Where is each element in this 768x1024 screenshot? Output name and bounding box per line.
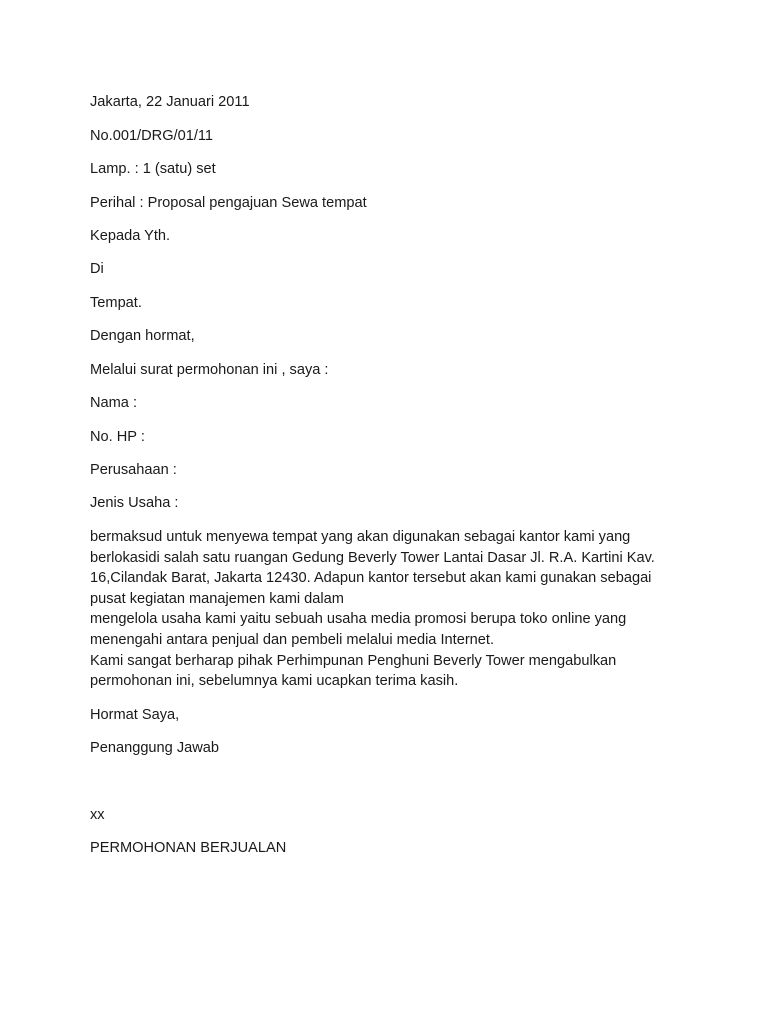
field-business-type: Jenis Usaha : bbox=[90, 495, 179, 511]
body-line: Kami sangat berharap pihak Perhimpunan Penghuni Beverly Tower mengabulkan bbox=[90, 652, 617, 669]
date-line: Jakarta, 22 Januari 2011 bbox=[90, 94, 250, 110]
at-line: Di bbox=[90, 261, 104, 277]
field-name: Nama : bbox=[90, 395, 138, 411]
intro-line: Melalui surat permohonan ini , saya : bbox=[90, 362, 329, 378]
body-line: 16,Cilandak Barat, Jakarta 12430. Adapun kantor tersebut akan kami gunakan sebagai bbox=[90, 570, 652, 587]
number-line: No.001/DRG/01/11 bbox=[90, 128, 214, 144]
body-line: pusat kegiatan manajemen kami dalam bbox=[90, 590, 344, 607]
body-paragraph bbox=[90, 527, 690, 692]
signatory-name: xx bbox=[90, 807, 105, 823]
salutation: Dengan hormat, bbox=[90, 328, 195, 344]
closing: Hormat Saya, bbox=[90, 707, 180, 723]
signatory-title: Penanggung Jawab bbox=[90, 740, 220, 756]
place-line: Tempat. bbox=[90, 295, 142, 311]
body-line: permohonan ini, sebelumnya kami ucapkan terima kasih. bbox=[90, 673, 459, 690]
next-heading: PERMOHONAN BERJUALAN bbox=[90, 840, 287, 856]
field-company: Perusahaan : bbox=[90, 462, 177, 478]
body-line: menengahi antara penjual dan pembeli melalui media Internet. bbox=[90, 631, 495, 648]
body-line: bermaksud untuk menyewa tempat yang akan digunakan sebagai kantor kami yang bbox=[90, 529, 631, 545]
body-line: berlokasidi salah satu ruangan Gedung Beverly Tower Lantai Dasar Jl. R.A. Kartini Kav. bbox=[90, 549, 655, 566]
attachment-line: Lamp. : 1 (satu) set bbox=[90, 161, 216, 177]
recipient-line: Kepada Yth. bbox=[90, 228, 171, 244]
subject-line: Perihal : Proposal pengajuan Sewa tempat bbox=[90, 195, 367, 211]
field-phone: No. HP : bbox=[90, 429, 145, 445]
body-line: mengelola usaha kami yaitu sebuah usaha media promosi berupa toko online yang bbox=[90, 611, 627, 628]
